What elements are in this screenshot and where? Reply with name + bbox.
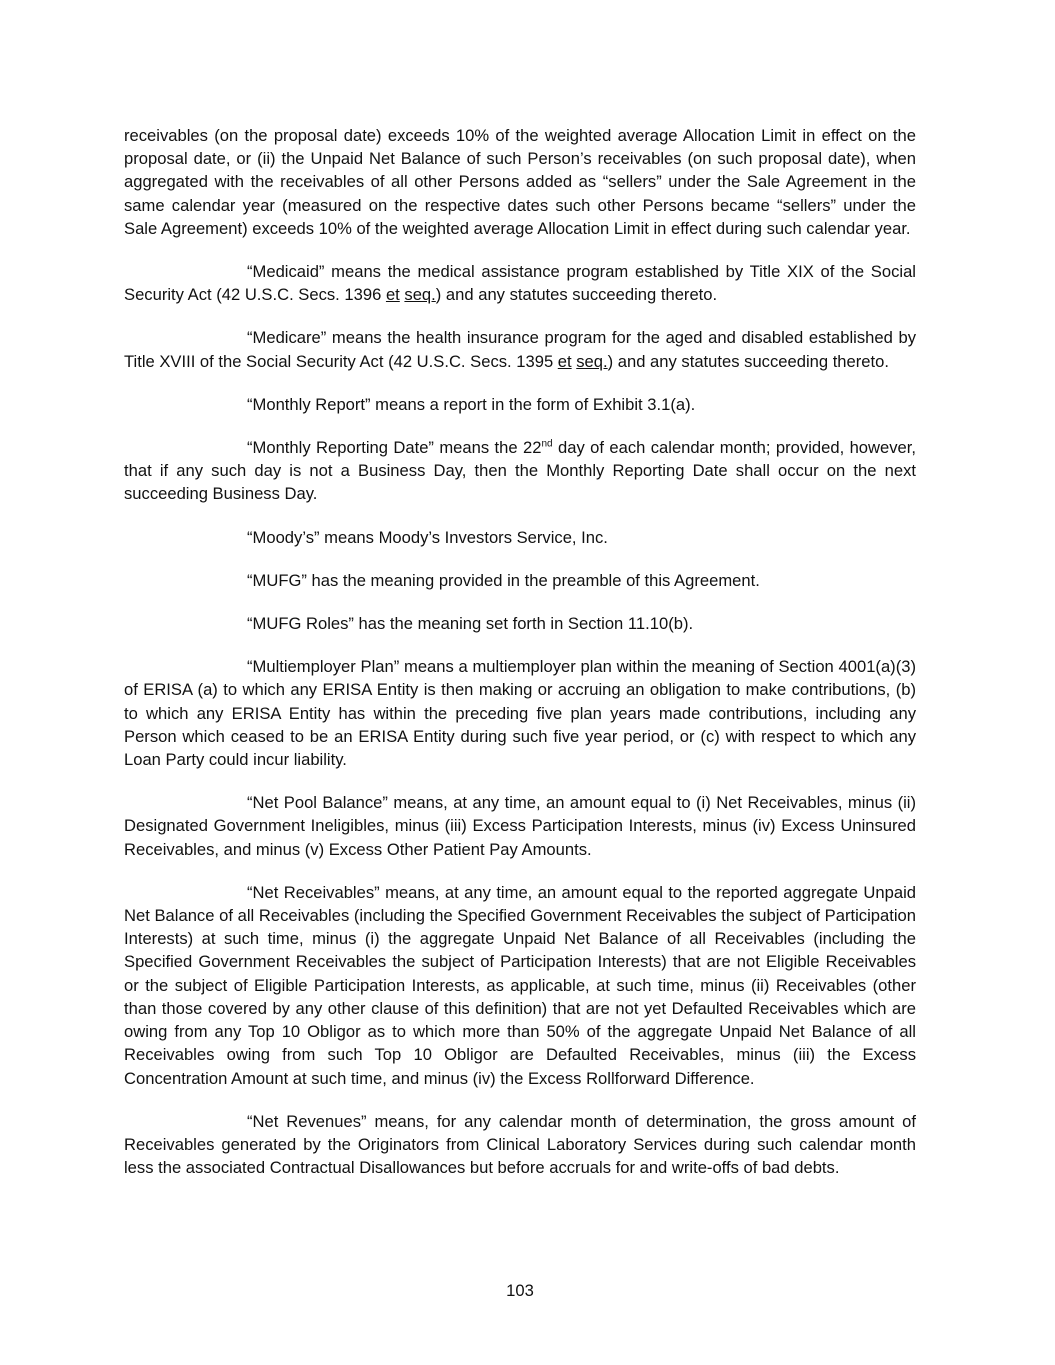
definition-net-receivables: “Net Receivables” means, at any time, an amount equal to the reported aggregate Unpaid Net Balance of all Receivables (including the Specified Government Receivables the subject of Participation Interests) at such time, minus (i) the aggregate Unpaid Net Balance of all Receivables (including the Specified Government Receivables the subject of Participation Interests) that are not Eligible Receivables or the subject of Eligible Participation Interests, as applicable, at such time, minus (ii) Receivables (other than those covered by any other clause of this definition) that are not yet Defaulted Receivables which are owing from any Top 10 Obligor as to which more than 50% of the aggregate Unpaid Net Balance of all Receivables owing from such Top 10 Obligor are Defaulted Receivables, minus (iii) the Excess Concentration Amount at such time, and minus (iv) the Excess Rollforward Difference. [124, 882, 916, 1088]
definition-medicare-text: “Medicare” means the health insurance program for the aged and disabled established by Title XVIII of the Social Security Act (42 U.S.C. Secs. 1395 [124, 328, 916, 371]
definition-medicaid: “Medicaid” means the medical assistance program established by Title XIX of the Social Security Act (42 U.S.C. Secs. 1396 et seq.) and any statutes succeeding thereto. [124, 262, 916, 305]
definition-mufg-roles: “MUFG Roles” has the meaning set forth in Section 11.10(b). [247, 614, 694, 634]
definition-medicaid-text: “Medicaid” means the medical assistance program established by Title XIX of the Social Security Act (42 U.S.C. Secs. 1396 [124, 262, 916, 305]
ordinal-superscript: nd [541, 438, 553, 450]
definition-multiemployer-plan: “Multiemployer Plan” means a multiemployer plan within the meaning of Section 4001(a)(3) of ERISA (a) to which any ERISA Entity is then making or accruing an obligation to make contributions, (b) to which any ERISA Entity has within the preceding five plan years made contributions, including any Person which ceased to be an ERISA Entity during such five year period, or (c) with respect to which any Loan Party could incur liability. [124, 657, 916, 770]
definition-medicare: “Medicare” means the health insurance program for the aged and disabled established by Title XVIII of the Social Security Act (42 U.S.C. Secs. 1395 et seq.) and any statutes succeeding thereto. [124, 328, 916, 371]
definition-mufg: “MUFG” has the meaning provided in the preamble of this Agreement. [247, 570, 760, 590]
definition-net-revenues: “Net Revenues” means, for any calendar month of determination, the gross amount of Receivables generated by the Originators from Clinical Laboratory Services during such calendar month less the associated Contractual Disallowances but before accruals for and write-offs of bad debts. [124, 1111, 916, 1178]
paragraph-allocation-limit-continuation: receivables (on the proposal date) exceeds 10% of the weighted average Allocation Limit in effect on the proposal date, or (ii) the Unpaid Net Balance of such Person’s receivables (on such proposal date), when aggregated with the receivables of all other Persons added as “sellers” under the Sale Agreement in the same calendar year (measured on the respective dates such other Persons became “sellers” under the Sale Agreement) exceeds 10% of the weighted average Allocation Limit in effect during such calendar year. [124, 126, 916, 238]
definition-monthly-reporting-date: “Monthly Reporting Date” means the 22nd day of each calendar month; provided, however, that if any such day is not a Business Day, then the Monthly Reporting Date shall occur on the next succeeding Business Day. [124, 438, 916, 504]
document-page [124, 124, 916, 1199]
et-underlined: et [385, 285, 400, 305]
seq-underlined: seq. [576, 351, 608, 371]
et-underlined: et [557, 351, 572, 371]
page-number: 103 [506, 1281, 534, 1300]
seq-underlined: seq. [404, 285, 436, 305]
definition-moodys: “Moody’s” means Moody’s Investors Service, Inc. [247, 527, 608, 547]
definition-monthly-report: “Monthly Report” means a report in the form of Exhibit 3.1(a). [247, 394, 696, 414]
definition-net-pool-balance: “Net Pool Balance” means, at any time, an amount equal to (i) Net Receivables, minus (ii) Designated Government Ineligibles, minus (iii) Excess Participation Interests, minus (iv) Excess Uninsured Receivables, and minus (v) Excess Other Patient Pay Amounts. [124, 793, 916, 859]
